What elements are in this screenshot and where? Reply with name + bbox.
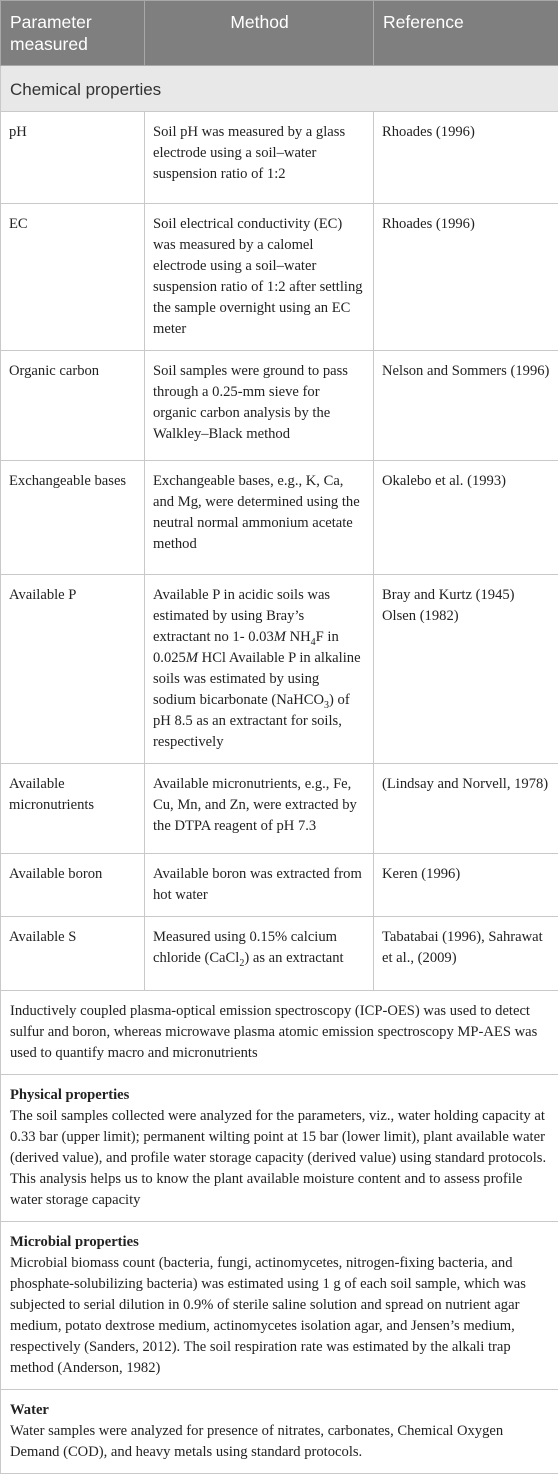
row-parameter: Available P [1,575,145,764]
row-reference: Tabatabai (1996), Sahrawat et al., (2009) [374,917,558,991]
row-reference [374,575,558,764]
row-reference: Rhoades (1996) [374,112,558,204]
section-title-chemical: Chemical properties [1,66,558,112]
table-row [1,764,558,854]
row-parameter: Exchangeable bases [1,461,145,575]
row-method: Soil samples were ground to pass through a 0.25-mm sieve for organic carbon analysis by the Walkley–Black method [145,351,374,461]
table-row [1,461,558,575]
reference-text: Bray and Kurtz (1945) [382,587,515,603]
header-method: Method [145,1,374,66]
section-text-physical: The soil samples collected were analyzed for the parameters, viz., water holding capacity at 0.33 bar (upper limit); permanent wilting point at 15 bar (lower limit), plant available water (derived value), and profile water storage capacity (derived value) using standard protocols. This analysis helps us to know the plant available moisture content and to assess profile water storage capacity [10,1108,546,1208]
method-text: ) as an extractant [244,950,343,966]
section-text-water: Water samples were analyzed for presence of nitrates, carbonates, Chemical Oxygen Demand (COD), and heavy metals using standard protocols. [10,1423,503,1460]
table-row [1,204,558,351]
table-row [1,854,558,917]
row-parameter: Organic carbon [1,351,145,461]
row-reference: Rhoades (1996) [374,204,558,351]
row-parameter: Available boron [1,854,145,917]
row-method: Soil pH was measured by a glass electrode using a soil–water suspension ratio of 1:2 [145,112,374,204]
row-reference: Keren (1996) [374,854,558,917]
row-method: Soil electrical conductivity (EC) was measured by a calomel electrode using a soil–water suspension ratio of 1:2 after settling the sample overnight using an EC meter [145,204,374,351]
method-text: M [274,629,286,645]
method-text: Available P in acidic soils was estimated by using Bray’s extractant no 1- 0.03 [153,587,330,645]
row-parameter: EC [1,204,145,351]
row-method: Available boron was extracted from hot water [145,854,374,917]
table-row [1,575,558,764]
section-row-physical [1,1075,558,1222]
section-text-microbial: Microbial biomass count (bacteria, fungi, actinomycetes, nitrogen-fixing bacteria, and phosphate-solubilizing bacteria) was estimated using 1 g of each soil sample, which was subjected to serial dilution in 0.9% of sterile saline solution and spread on nutrient agar medium, potato dextrose medium, actinomycetes isolation agar, and Jensen’s medium, respectively (Sanders, 2012). The soil respiration rate was estimated by the alkali trap method (Anderson, 1982) [10,1255,526,1376]
method-text: ) of pH 8.5 as an extractant for soils, respectively [153,692,350,750]
reference-text-2: Olsen (1982) [382,608,459,624]
subscript: 3 [324,700,329,711]
table-row [1,112,558,204]
header-parameter: Parameter measured [1,1,145,66]
table-row [1,917,558,991]
row-reference: Nelson and Sommers (1996) [374,351,558,461]
section-title-physical: Physical properties [10,1085,550,1106]
table-row [1,351,558,461]
row-reference: (Lindsay and Norvell, 1978) [374,764,558,854]
row-reference: Okalebo et al. (1993) [374,461,558,575]
section-title-microbial: Microbial properties [10,1232,550,1253]
subscript: 2 [239,958,244,969]
row-parameter: pH [1,112,145,204]
row-method [145,575,374,764]
table-header-row [1,1,558,66]
row-parameter: Available micronutrients [1,764,145,854]
note-row-icp [1,991,558,1075]
row-parameter: Available S [1,917,145,991]
method-text: Measured using 0.15% calcium chloride (CaCl [153,929,337,966]
section-row-chemical [1,66,558,112]
section-row-microbial [1,1222,558,1390]
subscript: 4 [311,637,316,648]
row-method [145,917,374,991]
section-title-water: Water [10,1400,550,1421]
method-text: HCl Available P in alkaline soils was estimated by using sodium bicarbonate (NaHCO [153,650,361,708]
header-reference: Reference [374,1,558,66]
note-icp: Inductively coupled plasma-optical emission spectroscopy (ICP-OES) was used to detect sulfur and boron, whereas microwave plasma atomic emission spectroscopy MP-AES was used to quantify macro and micronutrients [1,991,558,1075]
row-method: Available micronutrients, e.g., Fe, Cu, Mn, and Zn, were extracted by the DTPA reagent of pH 7.3 [145,764,374,854]
method-text: M [186,650,198,666]
section-row-water [1,1390,558,1474]
method-text: F in 0.025 [153,629,339,666]
method-text: NH [286,629,311,645]
row-method: Exchangeable bases, e.g., K, Ca, and Mg, were determined using the neutral normal ammonium acetate method [145,461,374,575]
